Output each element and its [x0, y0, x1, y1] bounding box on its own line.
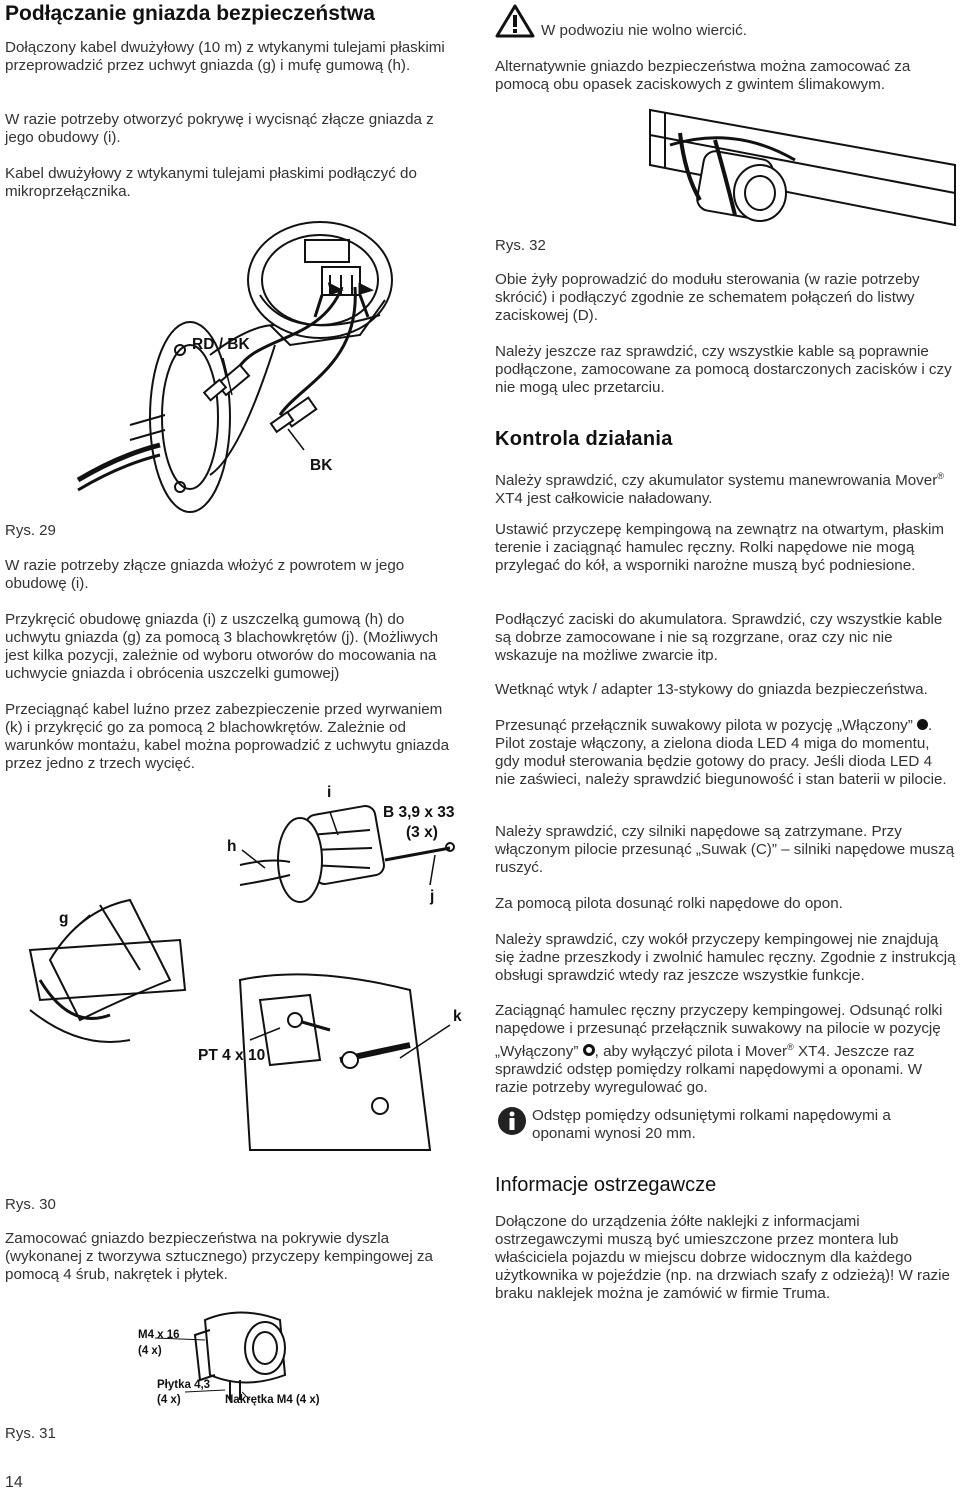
- paragraph-connect-microswitch: Kabel dwużyłowy z wtykanymi tulejami płaskimi podłączyć do mikroprzełącznika.: [5, 165, 417, 200]
- paragraph-reinsert: W razie potrzeby złącze gniazda włożyć z powrotem w jego obudowę (i).: [5, 557, 405, 592]
- figure-30-assembly: [10, 790, 470, 1170]
- label-j: j: [430, 888, 435, 905]
- label-plytka-count: (4 x): [157, 1394, 181, 1406]
- label-pt-screws: PT 4 x 10: [198, 1047, 266, 1064]
- label-m4-screws: M4 x 16: [138, 1329, 180, 1341]
- ring-circle-icon: [583, 1044, 595, 1056]
- paragraph-route-wires: Obie żyły poprowadzić do modułu sterowania (w razie potrzeby skrócić) i podłączyć zgodnie ze schematem połączeń do listwy zaciskowej (D).: [495, 271, 920, 324]
- label-b-screws: B 3,9 x 33: [383, 804, 455, 821]
- paragraph-screw-housing: Przykręcić obudowę gniazda (i) z uszczelką gumową (h) do uchwytu gniazda (g) za pomocą 3 blachowkrętów (j). (Możliwych jest kilka pozycji, zależnie od wyboru otworów do mocowania na uchwycie gniazda i obrócenia uszczelki gumowej): [5, 611, 439, 682]
- figure-31-caption: Rys. 31: [5, 1425, 56, 1442]
- label-rd-bk: RD / BK: [192, 336, 250, 353]
- label-k: k: [453, 1008, 462, 1025]
- heading-warning-information: Informacje ostrzegawcze: [495, 1174, 717, 1196]
- paragraph-warning-stickers: Dołączone do urządzenia żółte naklejki z informacjami ostrzegawczymi muszą być umieszczone przez montera lub właściciela pojazdu w miejscu dobrze widocznym dla każdego użytkownika w pojeździe (np. na drzwiach szafy z odzieżą)! W razie braku naklejek można je zamówić w firmie Truma.: [495, 1213, 950, 1302]
- paragraph-strain-relief: Przeciągnąć kabel luźno przez zabezpieczenie przed wyrwaniem (k) i przykręcić go za pomocą 2 blachowkrętów. Zależnie od warunków montażu, kabel można poprowadzić z uchwytu gniazda przez jedno z trzech wycięć.: [5, 701, 450, 772]
- paragraph-switch-on: Przesunąć przełącznik suwakowy pilota w pozycję „Włączony” . Pilot zostaje włączony, a zielona dioda LED 4 miga do momentu, gdy moduł sterowania będzie gotowy do pracy. Jeśli dioda LED 4 nie zaświeci, należy sprawdzić biegunowość i stan baterii w pilocie.: [495, 717, 947, 788]
- filled-circle-icon: [917, 719, 928, 730]
- paragraph-cable-through: Dołączony kabel dwużyłowy (10 m) z wtykanymi tulejami płaskimi przeprowadzić przez uchwyt gniazda (g) i mufę gumową (h).: [5, 39, 445, 74]
- label-b-count: (3 x): [406, 824, 438, 841]
- paragraph-plug-adapter: Wetknąć wtyk / adapter 13-stykowy do gniazda bezpieczeństwa.: [495, 681, 928, 698]
- figure-32-clamp-mounting: [625, 105, 955, 230]
- paragraph-switch-off: Zaciągnąć hamulec ręczny przyczepy kempingowej. Odsunąć rolki napędowe i przesunąć przełącznik suwakowy na pilocie w pozycję „Wyłączony” , aby wyłączyć pilota i Mover® XT4. Jeszcze raz sprawdzić odstęp pomiędzy rolkami napędowymi a oponami. W razie potrzeby wyregulować go.: [495, 1002, 943, 1097]
- page-number: 14: [5, 1474, 23, 1491]
- figure-29-caption: Rys. 29: [5, 522, 56, 539]
- figure-29-socket-wiring: [60, 225, 460, 515]
- figure-32-caption: Rys. 32: [495, 237, 546, 254]
- label-bk: BK: [310, 457, 333, 474]
- paragraph-battery-check: Należy sprawdzić, czy akumulator systemu manewrowania Mover® XT4 jest całkowicie naładowany.: [495, 471, 944, 508]
- label-g: g: [59, 910, 69, 927]
- figure-30-caption: Rys. 30: [5, 1196, 56, 1213]
- paragraph-open-cover: W razie potrzeby otworzyć pokrywę i wycisnąć złącze gniazda z jego obudowy (i).: [5, 111, 434, 146]
- warning-icon: [495, 4, 535, 38]
- paragraph-obstacles-check: Należy sprawdzić, czy wokół przyczepy kempingowej nie znajdują się żadne przeszkody i zwolnić hamulec ręczny. Zgodnie z instrukcją obsługi sprawdzić wtedy raz jeszcze wszystkie funkcje.: [495, 931, 956, 984]
- paragraph-connect-clamps: Podłączyć zaciski do akumulatora. Sprawdzić, czy wszystkie kable są dobrze zamocowane i nie są rozgrzane, oraz czy nic nie wskazuje na możliwe zwarcie itp.: [495, 611, 943, 664]
- registered-mark: ®: [937, 471, 944, 481]
- paragraph-check-cables: Należy jeszcze raz sprawdzić, czy wszystkie kable są poprawnie podłączone, zamocowane za pomocą dostarczonych zacisków i czy nie mogą ulec przetarciu.: [495, 343, 952, 396]
- paragraph-mount-cover: Zamocować gniazdo bezpieczeństwa na pokrywie dyszla (wykonanej z tworzywa sztucznego) przyczepy kempingowej za pomocą 4 śrub, nakrętek i płytek.: [5, 1230, 433, 1283]
- paragraph-rollers-to-tyres: Za pomocą pilota dosunąć rolki napędowe do opon.: [495, 895, 843, 912]
- label-m4-count: (4 x): [138, 1345, 162, 1357]
- info-icon: [497, 1106, 527, 1136]
- info-text: Odstęp pomiędzy odsuniętymi rolkami napędowymi a oponami wynosi 20 mm.: [532, 1107, 891, 1142]
- paragraph-hose-clamps: Alternatywnie gniazdo bezpieczeństwa można zamocować za pomocą obu opasek zaciskowych z gwintem ślimakowym.: [495, 58, 911, 93]
- section-title: Podłączanie gniazda bezpieczeństwa: [5, 2, 375, 25]
- label-h: h: [227, 838, 237, 855]
- label-i: i: [327, 784, 332, 801]
- warning-text: W podwoziu nie wolno wiercić.: [541, 22, 747, 39]
- paragraph-position-caravan: Ustawić przyczepę kempingową na zewnątrz na otwartym, płaskim terenie i zaciągnąć hamulec ręczny. Rolki napędowe nie mogą przylegać do kół, a wsporniki narożne muszą być podniesione.: [495, 521, 945, 574]
- label-nakretka: Nakrętka M4 (4 x): [225, 1394, 320, 1406]
- paragraph-motors-check: Należy sprawdzić, czy silniki napędowe są zatrzymane. Przy włączonym pilocie przesunąć „Suwak (C)” – silniki napędowe muszą ruszyć.: [495, 823, 955, 876]
- registered-mark: ®: [787, 1042, 794, 1052]
- label-plytka: Płytka 4,3: [157, 1379, 211, 1391]
- heading-function-check: Kontrola działania: [495, 428, 673, 450]
